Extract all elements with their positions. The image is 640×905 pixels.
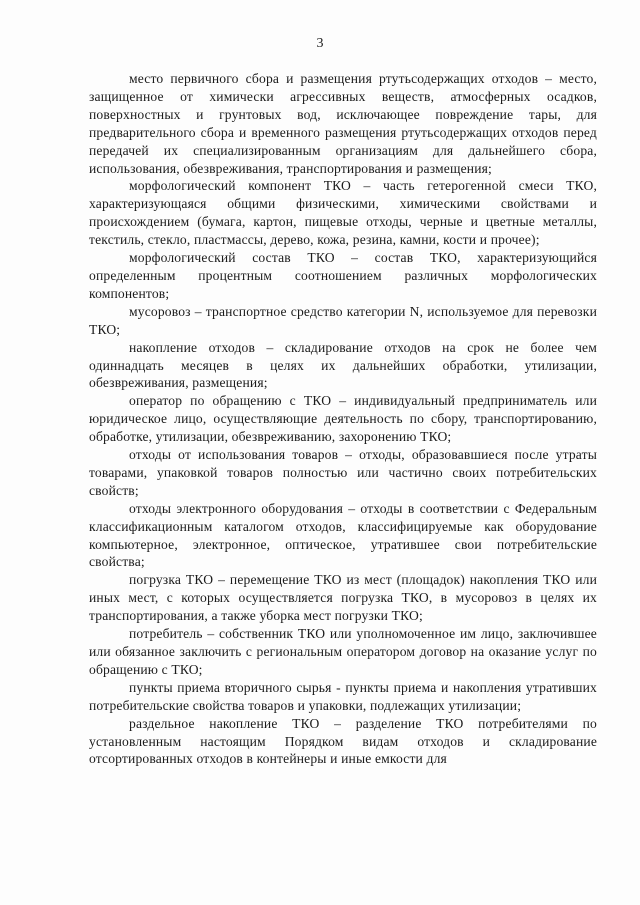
paragraph: мусоровоз – транспортное средство категории N, используемое для перевозки ТКО; [89, 303, 597, 337]
paragraph: место первичного сбора и размещения ртутьсодержащих отходов – место, защищенное от химически агрессивных веществ, атмосферных осадков, поверхностных и грунтовых вод, исключающее повреждение тары, для предварительного сбора и временного размещения ртутьсодержащих отходов перед передачей их специализированным организациям для дальнейшего сбора, использования, обезвреживания, транспортирования и размещения; [89, 71, 597, 176]
paragraph: погрузка ТКО – перемещение ТКО из мест (площадок) накопления ТКО или иных мест, с которых осуществляется погрузка ТКО, в мусоровоз в целях их транспортирования, а также уборка мест погрузки ТКО; [89, 572, 597, 624]
paragraph: отходы электронного оборудования – отходы в соответствии с Федеральным классификационным каталогом отходов, классифицируемые как оборудование компьютерное, электронное, оптическое, утратившее свои потребительские свойства; [89, 500, 597, 570]
page-number: 3 [316, 36, 324, 51]
paragraph: отходы от использования товаров – отходы, образовавшиеся после утраты товарами, упаковкой товаров полностью или частично своих потребительских свойств; [89, 447, 597, 498]
document-body [89, 70, 597, 768]
paragraph: потребитель – собственник ТКО или уполномоченное им лицо, заключившее или обязанное заключить с региональным оператором договор на оказание услуг по обращению с ТКО; [89, 626, 597, 677]
paragraph: морфологический состав ТКО – состав ТКО, характеризующийся определенным процентным соотношением различных морфологических компонентов; [89, 250, 597, 301]
paragraph: морфологический компонент ТКО – часть гетерогенной смеси ТКО, характеризующаяся общими физическими, химическими свойствами и происхождением (бумага, картон, пищевые отходы, черные и цветные металлы, текстиль, стекло, пластмассы, дерево, кожа, резина, камни, кости и прочее); [89, 178, 597, 248]
paragraph: раздельное накопление ТКО – разделение ТКО потребителями по установленным настоящим Порядком видам отходов и складирование отсортированных отходов в контейнеры и иные емкости для [89, 715, 597, 767]
paragraph: оператор по обращению с ТКО – индивидуальный предприниматель или юридическое лицо, осуществляющие деятельность по сбору, транспортированию, обработке, утилизации, обезвреживанию, захоронению ТКО; [89, 393, 597, 445]
paragraph: пункты приема вторичного сырья - пункты приема и накопления утративших потребительские свойства товаров и упаковки, подлежащих утилизации; [89, 679, 597, 713]
paragraph: накопление отходов – складирование отходов на срок не более чем одиннадцать месяцев в целях их дальнейших обработки, утилизации, обезвреживания, размещения; [89, 339, 597, 391]
